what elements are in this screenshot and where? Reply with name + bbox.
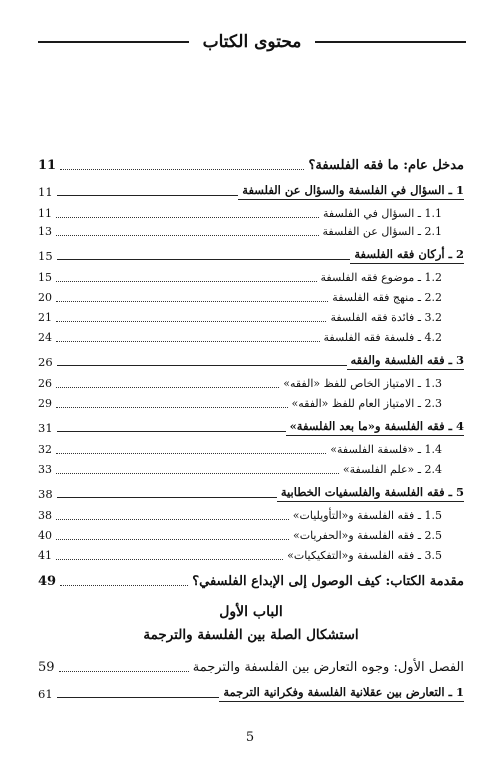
page-title: محتوى الكتاب [202,32,302,52]
toc-entry-page: 41 [38,549,52,562]
dot-leader [56,281,317,282]
toc-entry-page: 21 [38,311,52,324]
toc-entry-label: 4.2 ـ فلسفة فقه الفلسفة [323,331,442,344]
toc-entry-page: 15 [38,249,53,263]
toc-entry [38,526,464,544]
toc-entry-label: 2 ـ أركان فقه الفلسفة [350,246,464,264]
dot-leader [57,697,220,698]
dot-leader [56,473,339,474]
header-rule-left [38,41,189,43]
dot-leader [56,519,289,520]
toc-entry-page: 15 [38,271,52,284]
part-number: الباب الأول [219,604,283,620]
dot-leader [57,365,347,366]
toc-entry-page: 13 [38,225,52,238]
toc-entry-label: 2.3 ـ الامتياز العام للفظ «الفقه» [291,397,442,410]
toc-entry-page: 11 [38,158,57,173]
toc-entry-page: 32 [38,443,52,456]
toc-entry-label: 2.5 ـ فقه الفلسفة و«الحفريات» [292,529,442,542]
toc-entry [38,352,464,370]
chapter-entry [38,684,464,702]
toc-entry [38,546,464,564]
chapter-entry-label: الفصل الأول: وجوه التعارض بين الفلسفة والترجمة [192,660,464,675]
dot-leader [57,497,277,498]
toc-entry [38,288,464,306]
dot-leader [56,559,283,560]
toc-entry-label: 1.2 ـ موضوع فقه الفلسفة [320,271,442,284]
toc-entry-label: 1.4 ـ «فلسفة الفلسفة» [330,443,442,456]
toc-entry-label: 1 ـ السؤال في الفلسفة والسؤال عن الفلسفة [238,182,464,200]
toc-entry-page: 33 [38,463,52,476]
toc-entry [38,328,464,346]
chapter-entry-page: 59 [38,660,55,675]
dot-leader [60,585,188,586]
toc-entry-page: 38 [38,509,52,522]
toc-entry-label: 2.2 ـ منهج فقه الفلسفة [332,291,442,304]
dot-leader [57,259,351,260]
dot-leader [56,453,326,454]
dot-leader [56,301,328,302]
toc-entry-page: 38 [38,487,53,501]
toc-entry [38,156,464,174]
toc-entry-label: 1.5 ـ فقه الفلسفة و«التأويليات» [292,509,442,522]
toc-entry [38,506,464,524]
toc-entry [38,394,464,412]
toc-entry [38,440,464,458]
toc-entry-page: 20 [38,291,52,304]
toc-entry [38,204,464,222]
dot-leader [56,341,320,342]
toc-entry-page: 49 [38,574,57,589]
toc-entry [38,572,464,590]
toc-entry-label: 2.1 ـ السؤال عن الفلسفة [322,225,442,238]
toc-entry-label: 4 ـ فقه الفلسفة و«ما بعد الفلسفة» [286,418,464,436]
toc-entry-page: 24 [38,331,52,344]
toc-entry [38,418,464,436]
toc-entry-page: 11 [38,207,52,220]
dot-leader [56,321,326,322]
toc-entry-label: 3 ـ فقه الفلسفة والفقه [347,352,465,370]
page-header [38,28,466,56]
toc-entry [38,246,464,264]
toc-entry-label: 1.3 ـ الامتياز الخاص للفظ «الفقه» [283,377,442,390]
part-title: استشكال الصلة بين الفلسفة والترجمة [143,627,359,643]
toc-entry-label: 1.1 ـ السؤال في الفلسفة [323,207,442,220]
toc-entry-label: 3.5 ـ فقه الفلسفة و«التفكيكيات» [287,549,442,562]
dot-leader [59,671,189,672]
toc-entry-page: 29 [38,397,52,410]
toc-entry-page: 31 [38,421,53,435]
toc-entry-label: مقدمة الكتاب: كيف الوصول إلى الإبداع الفلسفي؟ [192,574,464,589]
dot-leader [60,169,304,170]
toc-entry-page: 26 [38,355,53,369]
toc-entry-label: 5 ـ فقه الفلسفة والفلسفيات الخطابية [277,484,464,502]
toc-entry [38,182,464,200]
dot-leader [56,407,288,408]
chapter-entry-label: 1 ـ التعارض بين عقلانية الفلسفة وفكرانية الترجمة [219,684,464,702]
toc-entry-label: مدخل عام: ما فقه الفلسفة؟ [308,158,464,173]
dot-leader [57,195,239,196]
chapter-entry-page: 61 [38,687,53,701]
toc-entry-page: 40 [38,529,52,542]
dot-leader [57,431,286,432]
dot-leader [56,387,279,388]
toc-entry [38,222,464,240]
toc-entry [38,308,464,326]
toc-entry-label: 2.4 ـ «علم الفلسفة» [342,463,442,476]
toc-entry [38,374,464,392]
toc-entry [38,484,464,502]
page-number: 5 [245,730,255,745]
dot-leader [56,539,289,540]
chapter-entry [38,658,464,676]
header-rule-right [315,41,466,43]
dot-leader [56,217,319,218]
toc-entry-label: 3.2 ـ فائدة فقه الفلسفة [330,311,442,324]
toc-entry-page: 11 [38,185,53,199]
toc-entry-page: 26 [38,377,52,390]
toc-entry [38,460,464,478]
toc-entry [38,268,464,286]
dot-leader [56,235,319,236]
